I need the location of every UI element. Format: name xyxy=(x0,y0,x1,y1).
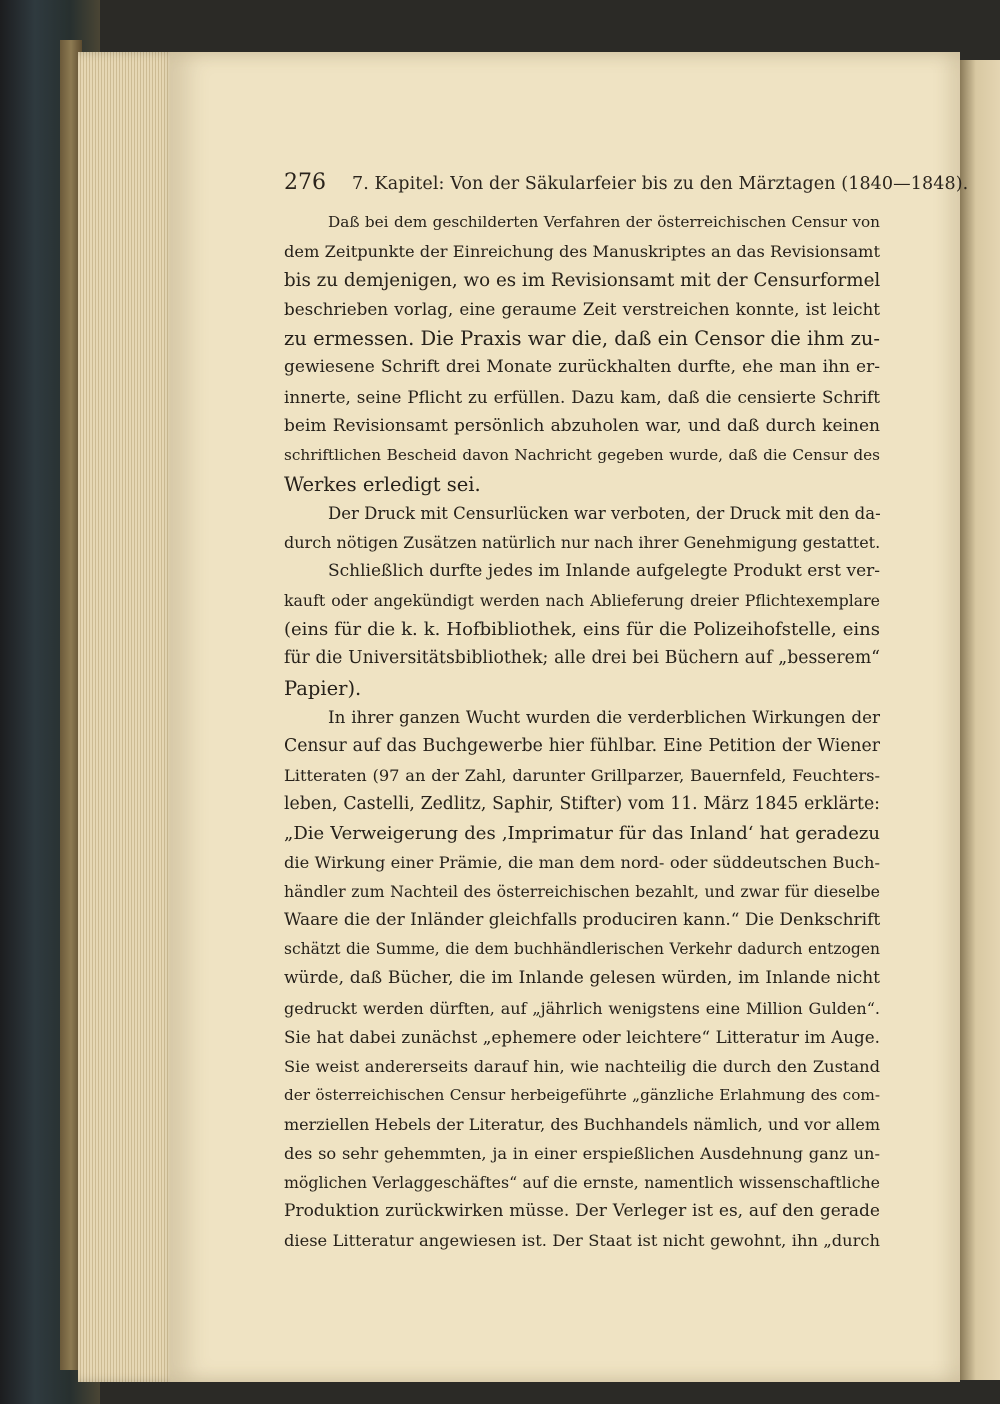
text-line: durch nötigen Zusätzen natürlich nur nach ihrer Genehmigung gestattet. xyxy=(284,533,881,553)
text-line: innerte, seine Pflicht zu erfüllen. Dazu kam, daß die censierte Schrift xyxy=(284,386,880,407)
facing-page-edge xyxy=(960,60,1000,1380)
running-head: 7. Kapitel: Von der Säkularfeier bis zu den Märztagen (1840—1848). xyxy=(352,174,969,194)
text-line: der österreichischen Censur herbeigeführte „gänzliche Erlahmung des com- xyxy=(284,1085,880,1104)
text-line: In ihrer ganzen Wucht wurden die verderblichen Wirkungen der xyxy=(328,706,880,727)
text-line: Sie hat dabei zunächst „ephemere oder leichtere“ Litteratur im Auge. xyxy=(284,1026,880,1047)
text-line: kauft oder angekündigt werden nach Ablieferung dreier Pflichtexemplare xyxy=(284,591,880,611)
text-line: merziellen Hebels der Literatur, des Buchhandels nämlich, und vor allem xyxy=(284,1114,880,1134)
text-line: dem Zeitpunkte der Einreichung des Manuskriptes an das Revisionsamt xyxy=(284,242,880,262)
text-line: leben, Castelli, Zedlitz, Saphir, Stifter) vom 11. März 1845 erklärte: xyxy=(284,793,880,814)
text-line: des so sehr gehemmten, ja in einer erspießlichen Ausdehnung ganz un- xyxy=(284,1144,880,1163)
text-line: händler zum Nachteil des österreichischen bezahlt, und zwar für dieselbe xyxy=(284,882,880,902)
text-line: für die Universitätsbibliothek; alle drei bei Büchern auf „besserem“ xyxy=(284,648,880,669)
page-edges xyxy=(78,52,178,1382)
text-line: Papier). xyxy=(284,676,362,700)
text-line: Daß bei dem geschilderten Verfahren der österreichischen Censur von xyxy=(328,213,880,231)
text-line: gedruckt werden dürften, auf „jährlich wenigstens eine Million Gulden“. xyxy=(284,998,880,1018)
text-line: Censur auf das Buchgewerbe hier fühlbar. Eine Petition der Wiener xyxy=(284,735,880,756)
text-line: beschrieben vorlag, eine geraume Zeit verstreichen konnte, ist leicht xyxy=(284,299,880,320)
text-line: bis zu demjenigen, wo es im Revisionsamt mit der Censurformel xyxy=(284,270,881,292)
text-line: schätzt die Summe, die dem buchhändlerischen Verkehr dadurch entzogen xyxy=(284,940,880,959)
page-header xyxy=(284,170,969,195)
text-line: „Die Verweigerung des ‚Imprimatur für das Inland‘ hat geradezu xyxy=(284,822,880,844)
text-line: Sie weist andererseits darauf hin, wie nachteilig die durch den Zustand xyxy=(284,1056,880,1076)
text-line: Der Druck mit Censurlücken war verboten, der Druck mit den da- xyxy=(328,503,881,523)
text-line: möglichen Verlaggeschäftes“ auf die ernste, namentlich wissenschaftliche xyxy=(284,1173,880,1193)
text-line: zu ermessen. Die Praxis war die, daß ein Censor die ihm zu- xyxy=(284,327,880,351)
text-line: schriftlichen Bescheid davon Nachricht gegeben wurde, daß die Censur des xyxy=(284,445,880,464)
text-line: Werkes erledigt sei. xyxy=(284,472,481,496)
text-line: Litteraten (97 an der Zahl, darunter Grillparzer, Bauernfeld, Feuchters- xyxy=(284,765,880,785)
text-line: würde, daß Bücher, die im Inlande gelesen würden, im Inlande nicht xyxy=(284,968,880,989)
text-line: beim Revisionsamt persönlich abzuholen war, und daß durch keinen xyxy=(284,415,880,436)
text-line: gewiesene Schrift drei Monate zurückhalten durfte, ehe man ihn er- xyxy=(284,357,880,378)
page-number: 276 xyxy=(284,170,326,195)
text-line: Produktion zurückwirken müsse. Der Verleger ist es, auf den gerade xyxy=(284,1201,880,1222)
text-line: Waare die der Inländer gleichfalls produciren kann.“ Die Denkschrift xyxy=(284,910,881,931)
text-line: (eins für die k. k. Hofbibliothek, eins für die Polizeihofstelle, eins xyxy=(284,619,880,641)
text-line: Schließlich durfte jedes im Inlande aufgelegte Produkt erst ver- xyxy=(328,561,880,582)
text-line: diese Litteratur angewiesen ist. Der Staat ist nicht gewohnt, ihn „durch xyxy=(284,1231,880,1251)
text-line: die Wirkung einer Prämie, die man dem nord- oder süddeutschen Buch- xyxy=(284,853,880,873)
body-text xyxy=(284,208,880,1255)
